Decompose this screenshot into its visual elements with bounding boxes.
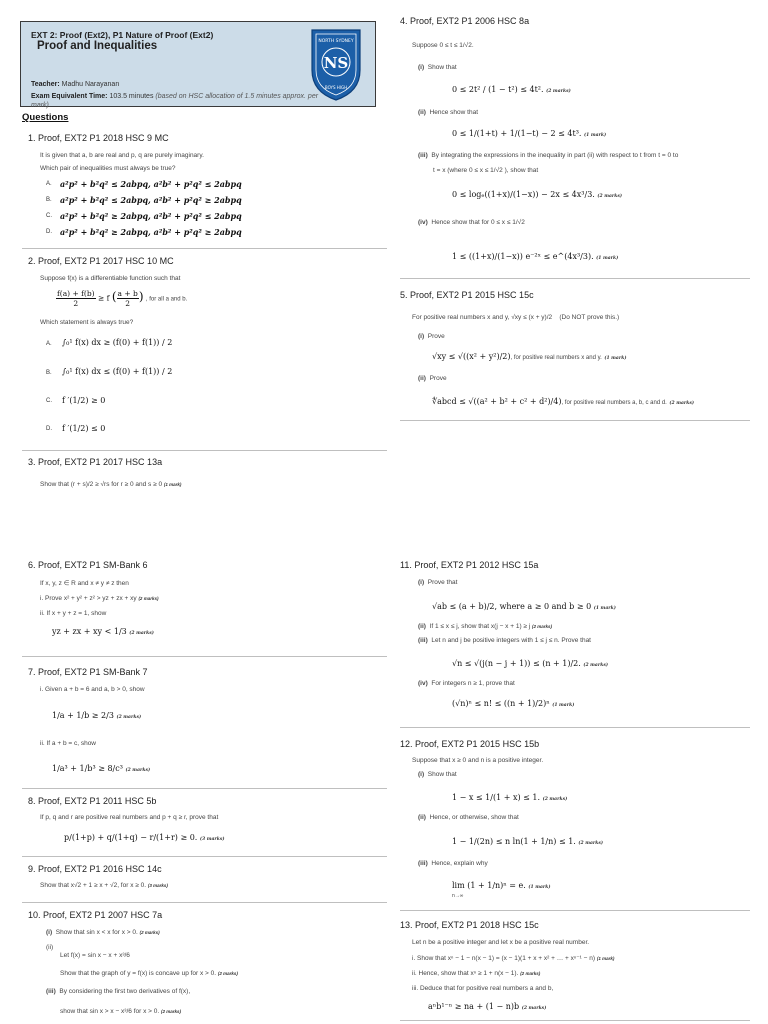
q11-title: 11. Proof, EXT2 P1 2012 HSC 15a <box>400 560 539 570</box>
exam-time-value: 103.5 minutes <box>109 93 154 100</box>
q7-line2-wrap <box>52 711 141 720</box>
q12-iii-math: lim (1 + 1/n)ⁿ = e. <box>452 881 526 890</box>
q10-iii-text2: show that sin x > x − x³/6 for x > 0. <box>60 1008 160 1015</box>
q4-iii-mark: (2 marks) <box>597 194 623 199</box>
q4-i-text: Show that <box>427 64 457 71</box>
divider <box>22 248 387 249</box>
q6-line3: ii. If x + y + z = 1, show <box>40 610 107 617</box>
q5-i-math-line <box>432 352 626 361</box>
q10-iii-mark: (2 marks) <box>160 1009 181 1014</box>
q10-i-mark: (2 marks) <box>139 930 160 935</box>
q3-mark: (1 mark) <box>163 482 182 487</box>
q7-line1: i. Given a + b = 6 and a, b > 0, show <box>40 686 145 693</box>
q4-i <box>418 64 457 71</box>
q3-statement: Show that (r + s)/2 ≥ √rs for r ≥ 0 and s ≥ 0 <box>40 481 163 488</box>
q11-i-text: Prove that <box>427 579 458 586</box>
q4-ii-math: 0 ≤ 1/(1+t) + 1/(1−t) − 2 ≤ 4t³. <box>452 129 582 138</box>
q6-line4-mark: (2 marks) <box>129 631 154 636</box>
q2-title: 2. Proof, EXT2 P1 2017 HSC 10 MC <box>28 256 174 266</box>
q2-cond-left-den: 2 <box>73 299 79 308</box>
q12-i-text: Show that <box>427 771 457 778</box>
q2-option-c: f ′(1/2) ≥ 0 <box>62 396 106 405</box>
q10-i-text: Show that sin x < x for x > 0. <box>55 929 138 936</box>
q5-ii-mark: (2 marks) <box>669 401 695 406</box>
school-crest-logo <box>308 26 364 102</box>
q10-ii-label: (ii) <box>46 944 54 951</box>
q2-cond-tail: , for all a and b. <box>145 296 188 303</box>
q10-i <box>46 929 160 936</box>
q10-ii-text: Let f(x) = sin x − x + x³/6 <box>60 952 130 959</box>
q4-iv <box>418 219 525 226</box>
q11-i <box>418 579 457 586</box>
q2-intro: Suppose f(x) is a differentiable function such that <box>40 275 181 282</box>
q2-option-a: ∫₀¹ f(x) dx ≥ (f(0) + f(1)) / 2 <box>62 338 173 347</box>
q6-line2-wrap <box>40 595 158 602</box>
exam-time-line <box>31 92 321 110</box>
q8-line2-mark: (3 marks) <box>199 837 225 842</box>
q10-ii-line2 <box>60 970 238 977</box>
q4-iii <box>418 152 678 159</box>
q11-i-math: √ab ≤ (a + b)/2, where a ≥ 0 and b ≥ 0 <box>432 602 592 611</box>
q6-line2-mark: (2 marks) <box>138 596 159 601</box>
q3-title: 3. Proof, EXT2 P1 2017 HSC 13a <box>28 457 163 467</box>
q2-option-d-label: D. <box>46 426 52 432</box>
q4-suppose: Suppose 0 ≤ t ≤ 1/√2. <box>412 42 474 49</box>
q12-i <box>418 771 457 778</box>
divider <box>22 788 387 789</box>
q9-line1-wrap <box>40 882 168 889</box>
q12-ii-math-line <box>452 837 603 846</box>
divider <box>22 656 387 657</box>
q4-i-math: 0 ≤ 2t² / (1 − t²) ≤ 4t². <box>452 85 544 94</box>
q5-intro-note: (Do NOT prove this.) <box>559 314 620 321</box>
q9-title: 9. Proof, EXT2 P1 2016 HSC 14c <box>28 864 162 874</box>
teacher-name: Madhu Narayanan <box>61 81 120 88</box>
q1-title: 1. Proof, EXT2 P1 2018 HSC 9 MC <box>28 133 169 143</box>
q6-line4-wrap <box>52 627 154 636</box>
q1-option-a: a²p² + b²q² ≤ 2abpq, a²b² + p²q² ≤ 2abpq <box>60 179 242 189</box>
q12-intro: Suppose that x ≥ 0 and n is a positive integer. <box>412 757 544 764</box>
teacher-label: Teacher: <box>31 81 60 88</box>
q5-i <box>418 333 445 340</box>
q5-i-mark: (1 mark) <box>604 356 627 361</box>
q11-iv-mark: (1 mark) <box>552 703 575 708</box>
q12-i-math: 1 − x ≤ 1/(1 + x) ≤ 1. <box>452 793 541 802</box>
q8-line2-wrap <box>64 833 225 842</box>
q2-condition: $\frac{f(a) + f(b)}{2}$ ≥ f ( $\frac{a + b}{2}$ ) , for all a and b. <box>57 289 188 308</box>
q4-ii-mark: (1 mark) <box>584 133 607 138</box>
q5-ii-tail: , for positive real numbers a, b, c and d. <box>561 400 667 406</box>
q1-option-d: a²p² + b²q² ≥ 2abpq, a²b² + p²q² ≥ 2abpq <box>60 227 242 237</box>
q4-ii-math-line <box>452 129 606 138</box>
divider <box>400 910 750 911</box>
q7-line4: 1/a³ + 1/b³ ≥ 8/c³ <box>52 764 123 773</box>
q2-cond-right: ≥ f <box>97 293 110 303</box>
q1-intro-line2: Which pair of inequalities must always be true? <box>40 165 176 172</box>
q2-option-d: f ′(1/2) ≤ 0 <box>62 424 106 433</box>
q13-intro: Let n be a positive integer and let x be a positive real number. <box>412 939 590 946</box>
svg-text:NS: NS <box>323 54 349 72</box>
q12-iii-label: (iii) <box>418 860 428 867</box>
crest-text-top: NORTH SYDNEY <box>318 39 354 44</box>
q13-line4-wrap <box>428 1002 546 1011</box>
crest-text-bottom: BOYS HIGH <box>324 85 348 90</box>
q5-ii-label: (ii) <box>418 375 426 382</box>
q2-cond-left-num: f(a) + f(b) <box>57 289 95 298</box>
q4-ii-label: (ii) <box>418 109 426 116</box>
q12-title: 12. Proof, EXT2 P1 2015 HSC 15b <box>400 739 540 749</box>
q11-iii-math-line <box>452 659 608 668</box>
q10-ii-mark: (2 marks) <box>217 971 238 976</box>
q11-i-math-line <box>432 602 616 611</box>
divider <box>400 1020 750 1021</box>
q6-title: 6. Proof, EXT2 P1 SM-Bank 6 <box>28 560 148 570</box>
q4-i-mark: (2 marks) <box>546 89 571 94</box>
q9-line1: Show that x√2 + 1 ≥ x + √2, for x ≥ 0. <box>40 882 147 889</box>
q10-iii-label: (iii) <box>46 988 56 995</box>
q5-ii-math-line <box>432 397 694 406</box>
q9-line1-mark: (3 marks) <box>147 883 168 888</box>
q12-ii-label: (ii) <box>418 814 426 821</box>
q4-iv-label: (iv) <box>418 219 428 226</box>
q6-line1: If x, y, z ∈ R and x ≠ y ≠ z then <box>40 580 129 587</box>
q12-i-math-line <box>452 793 567 802</box>
q12-i-mark: (2 marks) <box>542 797 568 802</box>
q1-option-c: a²p² + b²q² ≥ 2abpq, a²b² + p²q² ≤ 2abpq <box>60 211 242 221</box>
q2-question: Which statement is always true? <box>40 319 134 326</box>
q6-line4: yz + zx + xy < 1/3 <box>52 627 127 636</box>
q2-cond-arg-den: 2 <box>125 299 131 308</box>
q4-iii-text2: t = x (where 0 ≤ x ≤ 1/√2 ), show that <box>433 167 539 174</box>
q12-ii-mark: (2 marks) <box>578 841 604 846</box>
q12-ii-math: 1 − 1/(2n) ≤ n ln(1 + 1/n) ≤ 1. <box>452 837 576 846</box>
q11-ii <box>418 623 552 630</box>
divider <box>22 450 387 451</box>
q13-title: 13. Proof, EXT2 P1 2018 HSC 15c <box>400 920 539 930</box>
q1-option-a-label: A. <box>46 181 52 187</box>
q11-ii-text: If 1 ≤ x ≤ j, show that x(j − x + 1) ≥ j <box>429 623 531 630</box>
q1-intro-line1: It is given that a, b are real and p, q are purely imaginary. <box>40 152 204 159</box>
q12-iii-math-line <box>452 881 551 890</box>
worksheet-header <box>20 21 376 107</box>
q13-line1-wrap <box>412 954 614 962</box>
q4-iv-math: 1 ≤ ((1+x)/(1−x)) e⁻²ˣ ≤ e^(4x³/3). <box>452 252 594 261</box>
divider <box>400 278 750 279</box>
q11-iv-label: (iv) <box>418 680 428 687</box>
q5-i-math: √xy ≤ √((x² + y²)/2) <box>432 352 511 361</box>
divider <box>22 856 387 857</box>
q8-line2: p/(1+p) + q/(1+q) − r/(1+r) ≥ 0. <box>64 833 198 842</box>
q5-ii <box>418 375 447 382</box>
q7-line3: ii. If a + b = c, show <box>40 740 96 747</box>
q1-option-c-label: C. <box>46 213 52 219</box>
q7-line4-wrap <box>52 764 150 773</box>
q10-ii-text2: Show that the graph of y = f(x) is concave up for x > 0. <box>60 970 217 977</box>
q2-option-b: ∫₀¹ f(x) dx ≤ (f(0) + f(1)) / 2 <box>62 367 173 376</box>
q8-title: 8. Proof, EXT2 P1 2011 HSC 5b <box>28 796 157 806</box>
q3-text <box>40 481 181 488</box>
q1-option-b: a²p² + b²q² ≤ 2abpq, a²b² + p²q² ≥ 2abpq <box>60 195 242 205</box>
q4-iii-math: 0 ≤ logₑ((1+x)/(1−x)) − 2x ≤ 4x³/3. <box>452 190 595 199</box>
q4-ii-text: Hence show that <box>429 109 478 116</box>
q5-intro-line <box>412 314 619 321</box>
divider <box>400 727 750 728</box>
divider <box>400 420 750 421</box>
q4-iii-math-line <box>452 190 622 199</box>
q4-iv-mark: (1 mark) <box>596 256 619 261</box>
q4-i-math-line <box>452 85 571 94</box>
q13-line2: ii. Hence, show that xⁿ ≥ 1 + n(x − 1). <box>412 970 519 977</box>
q13-line4: aⁿb¹⁻ⁿ ≥ na + (1 − n)b <box>428 1002 520 1011</box>
q2-option-c-label: C. <box>46 398 52 404</box>
q13-line2-wrap <box>412 970 540 977</box>
q12-iii-text: Hence, explain why <box>431 860 488 867</box>
q7-line4-mark: (2 marks) <box>125 768 151 773</box>
q4-iii-text1: By integrating the expressions in the inequality in part (ii) with respect to t from t = 0 to <box>431 152 679 159</box>
q5-ii-text: Prove <box>429 375 447 382</box>
q13-line2-mark: (2 marks) <box>520 971 541 976</box>
q5-i-label: (i) <box>418 333 425 340</box>
q10-title: 10. Proof, EXT2 P1 2007 HSC 7a <box>28 910 163 920</box>
header-title: Proof and Inequalities <box>37 40 158 52</box>
q4-i-label: (i) <box>418 64 425 71</box>
q10-iii-line2 <box>60 1008 181 1015</box>
q11-iii-text: Let n and j be positive integers with 1 ≤ j ≤ n. Prove that <box>431 637 591 644</box>
q12-ii <box>418 814 519 821</box>
q11-iii-mark: (2 marks) <box>583 663 608 668</box>
q12-iii-sub: n→∞ <box>452 893 464 899</box>
q4-iv-text: Hence show that for 0 ≤ x ≤ 1/√2 <box>431 219 525 226</box>
q11-ii-label: (ii) <box>418 623 426 630</box>
q2-cond-arg-num: a + b <box>117 289 138 298</box>
q7-line2: 1/a + 1/b ≥ 2/3 <box>52 711 114 720</box>
divider <box>22 902 387 903</box>
q5-i-tail: , for positive real numbers x and y. <box>510 355 602 361</box>
questions-heading: Questions <box>22 112 69 123</box>
q12-iii-mark: (1 mark) <box>528 885 551 890</box>
q11-iii-label: (iii) <box>418 637 428 644</box>
q4-title: 4. Proof, EXT2 P1 2006 HSC 8a <box>400 16 530 26</box>
q8-line1: If p, q and r are positive real numbers and p + q ≥ r, prove that <box>40 814 219 821</box>
q5-title: 5. Proof, EXT2 P1 2015 HSC 15c <box>400 290 534 300</box>
header-subtitle: EXT 2: Proof (Ext2), P1 Nature of Proof (Ext2) <box>31 30 214 40</box>
q13-line4-mark: (2 marks) <box>521 1006 547 1011</box>
q5-i-text: Prove <box>427 333 445 340</box>
q11-iii <box>418 637 591 644</box>
teacher-line <box>31 81 119 88</box>
q5-ii-math: ∜abcd ≤ √((a² + b² + c² + d²)/4) <box>432 397 562 406</box>
q12-iii <box>418 860 488 867</box>
q4-iv-math-line <box>452 252 618 261</box>
q1-option-d-label: D. <box>46 229 52 235</box>
exam-time-label: Exam Equivalent Time: <box>31 93 108 100</box>
q13-line1: i. Show that xⁿ − 1 − n(x − 1) = (x − 1)(1 + x + x² + … + xⁿ⁻¹ − n) <box>412 955 596 962</box>
q11-iv-text: For integers n ≥ 1, prove that <box>431 680 515 687</box>
q5-intro: For positive real numbers x and y, √xy ≤ (x + y)/2 <box>412 314 553 321</box>
q10-i-label: (i) <box>46 929 53 936</box>
q2-option-b-label: B. <box>46 370 52 376</box>
q11-i-label: (i) <box>418 579 425 586</box>
q10-iii-text: By considering the first two derivatives of f(x), <box>59 988 191 995</box>
q12-ii-text: Hence, or otherwise, show that <box>429 814 519 821</box>
q4-ii <box>418 109 478 116</box>
q11-ii-mark: (2 marks) <box>532 624 553 629</box>
q11-iv-math-line <box>452 699 574 708</box>
q7-title: 7. Proof, EXT2 P1 SM-Bank 7 <box>28 667 148 677</box>
q13-line3: iii. Deduce that for positive real numbers a and b, <box>412 985 554 992</box>
q11-iv <box>418 680 515 687</box>
exam-time-note: (based on HSC allocation of 1.5 minutes approx. per mark) <box>31 93 319 109</box>
q2-option-a-label: A. <box>46 341 52 347</box>
q4-iii-label: (iii) <box>418 152 428 159</box>
q7-line2-mark: (2 marks) <box>116 715 142 720</box>
q12-i-label: (i) <box>418 771 425 778</box>
q6-line2: i. Prove x² + y² + z² > yz + zx + xy <box>40 595 137 602</box>
q11-iii-math: √n ≤ √(j(n − j + 1)) ≤ (n + 1)/2. <box>452 659 581 668</box>
q11-i-mark: (1 mark) <box>593 606 616 611</box>
q11-iv-math: (√n)ⁿ ≤ n! ≤ ((n + 1)/2)ⁿ <box>452 699 550 708</box>
q10-iii <box>46 988 190 995</box>
q13-line1-mark: (1 mark) <box>596 956 615 961</box>
q1-option-b-label: B. <box>46 197 52 203</box>
